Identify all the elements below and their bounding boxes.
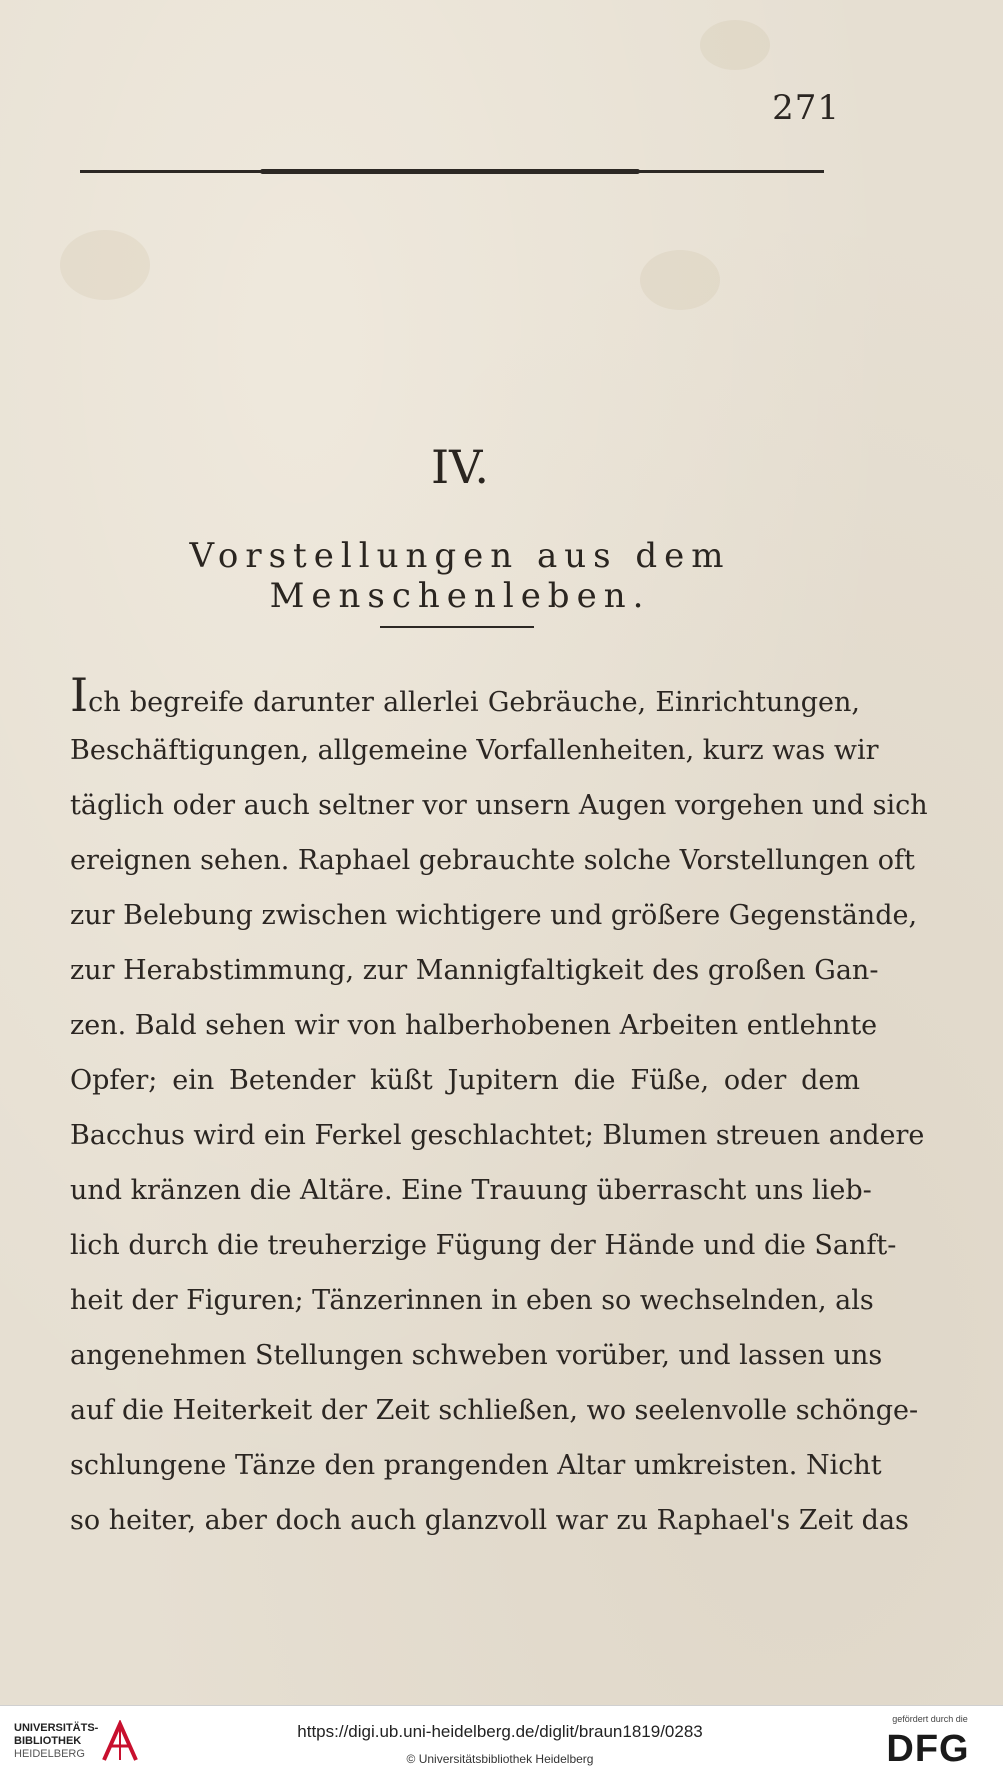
text-line: und kränzen die Altäre. Eine Trauung überrascht uns lieb- — [70, 1175, 872, 1206]
title-divider — [380, 626, 534, 628]
text-line: zur Belebung zwischen wichtigere und größere Gegenstände, — [70, 900, 918, 931]
page-number: 271 — [772, 88, 840, 128]
paper-stain — [640, 250, 720, 310]
text-line: Bacchus wird ein Ferkel geschlachtet; Blumen streuen andere — [70, 1120, 925, 1151]
body-text — [70, 668, 928, 1548]
university-logo-icon[interactable] — [100, 1720, 140, 1764]
funded-by-label: gefördert durch die — [892, 1714, 968, 1724]
text-line: so heiter, aber doch auch glanzvoll war zu Raphael's Zeit das — [70, 1505, 909, 1536]
paper-stain — [60, 230, 150, 300]
header-rule — [80, 170, 824, 173]
institution-line: HEIDELBERG — [14, 1748, 85, 1760]
text-line: angenehmen Stellungen schweben vorüber, und lassen uns — [70, 1340, 883, 1371]
text-line: lich durch die treuherzige Fügung der Hände und die Sanft- — [70, 1230, 897, 1261]
institution-name[interactable] — [14, 1722, 98, 1761]
text-line: auf die Heiterkeit der Zeit schließen, wo seelenvolle schönge- — [70, 1395, 919, 1426]
text-line: Ich begreife darunter allerlei Gebräuche, Einrichtungen, — [70, 668, 860, 722]
text-line: täglich oder auch seltner vor unsern Augen vorgehen und sich — [70, 790, 928, 821]
chapter-title: Vorstellungen aus dem Menschenleben. — [189, 536, 731, 616]
paper-stain — [700, 20, 770, 70]
dfg-logo[interactable]: DFG — [886, 1728, 970, 1770]
text-line: Beschäftigungen, allgemeine Vorfallenheiten, kurz was wir — [70, 735, 879, 766]
footer-bar — [0, 1705, 1003, 1781]
text-line: zur Herabstimmung, zur Mannigfaltigkeit des großen Gan- — [70, 955, 879, 986]
text-line: heit der Figuren; Tänzerinnen in eben so wechselnden, als — [70, 1285, 874, 1316]
copyright-notice: © Universitätsbibliothek Heidelberg — [406, 1752, 594, 1766]
text-line: schlungene Tänze den prangenden Altar umkreisten. Nicht — [70, 1450, 882, 1481]
institution-line: BIBLIOTHEK — [14, 1735, 82, 1747]
text-line: Opfer; ein Betender küßt Jupitern die Füße, oder dem — [70, 1065, 860, 1096]
text-line: zen. Bald sehen wir von halberhobenen Arbeiten entlehnte — [70, 1010, 878, 1041]
chapter-number: IV. — [431, 440, 489, 494]
institution-line: UNIVERSITÄTS- — [14, 1722, 99, 1734]
text-line: ereignen sehen. Raphael gebrauchte solche Vorstellungen oft — [70, 845, 915, 876]
permalink-url[interactable]: https://digi.ub.uni-heidelberg.de/diglit/braun1819/0283 — [297, 1722, 703, 1741]
